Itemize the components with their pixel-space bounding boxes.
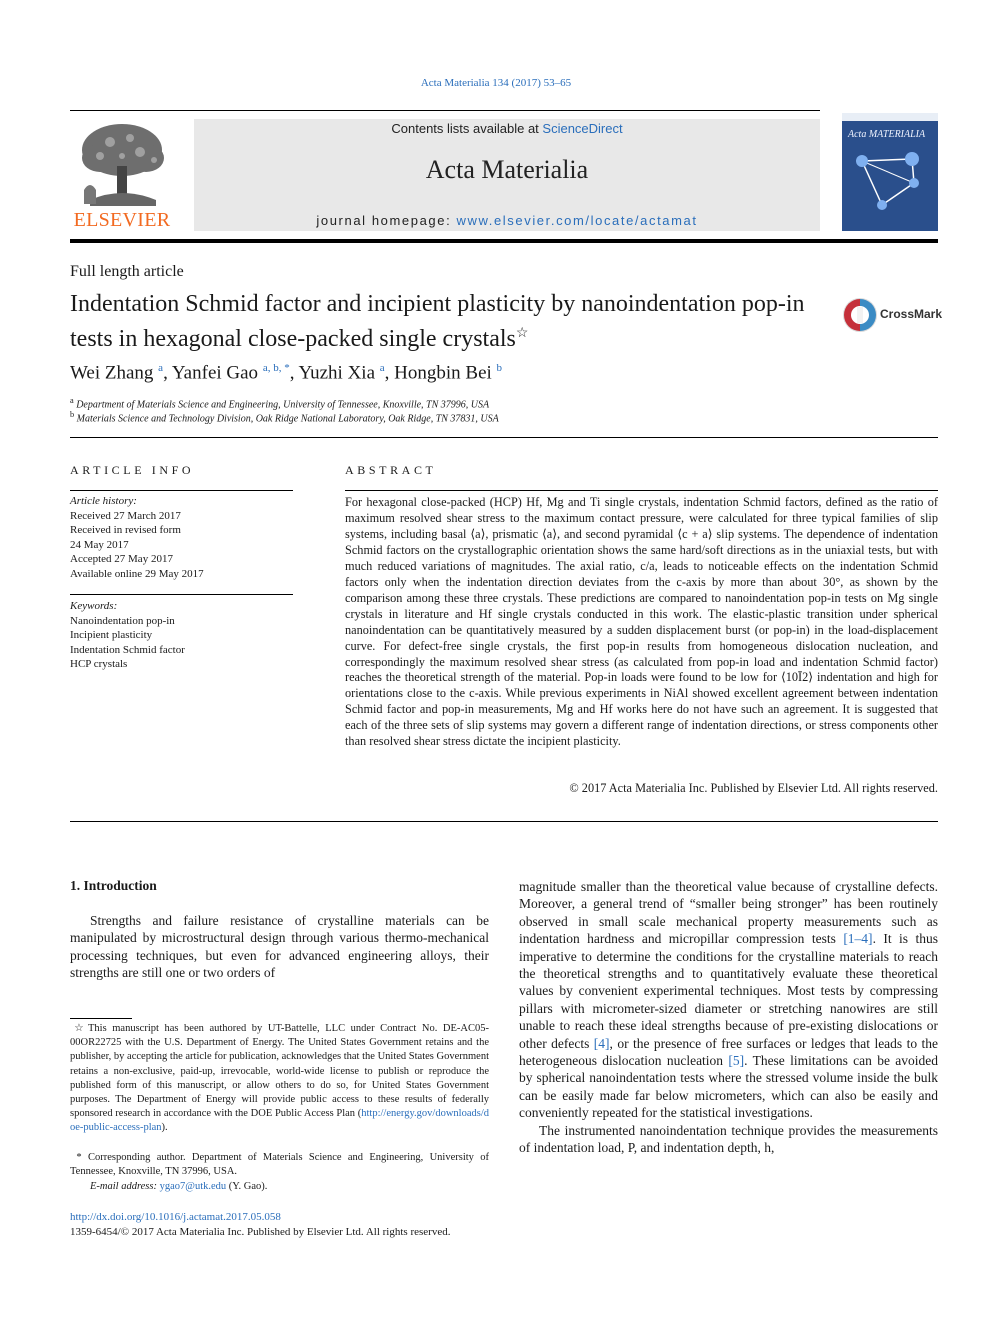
header-top-rule: [70, 110, 820, 111]
article-title: [70, 290, 830, 354]
author-name: Yuzhi Xia: [298, 362, 376, 384]
author-name: Hongbin Bei: [394, 362, 492, 384]
body-text: . It is thus imperative to determine the conditions for the crystalline materials to reach the theoretical strengths and to quantitatively evaluate these theoretical values by convenient experimental techniques. Most tests by compressing pillars with micrometer-sized diameter or stretching nanowires are still unable to reach these ideal strengths because of pre-existing dislocations or other defects: [519, 931, 938, 1051]
affiliation-text: Department of Materials Science and Engineering, University of Tennessee, Knoxville, TN 37996, USA: [76, 399, 490, 411]
email-label: E-mail address:: [90, 1181, 160, 1192]
affiliation-text: Materials Science and Technology Division, Oak Ridge National Laboratory, Oak Ridge, TN 37831, USA: [76, 413, 499, 425]
keyword: Incipient plasticity: [70, 629, 153, 641]
email-link[interactable]: ygao7@utk.edu: [159, 1181, 227, 1192]
doi-link[interactable]: http://dx.doi.org/10.1016/j.actamat.2017.05.058: [70, 1211, 281, 1223]
footnote-mark: *: [76, 1152, 82, 1163]
history-label: Article history:: [70, 495, 137, 507]
keywords-rule: [70, 594, 293, 595]
contents-line: [194, 121, 820, 136]
abstract-copyright: © 2017 Acta Materialia Inc. Published by Elsevier Ltd. All rights reserved.: [569, 781, 938, 795]
history-item: Received 27 March 2017: [70, 509, 181, 522]
doe-access-plan-link[interactable]: http://energy.gov/downloads/doe-public-access-plan: [70, 1108, 489, 1134]
abstract-rule: [345, 490, 938, 491]
crossmark-icon: [842, 297, 878, 333]
affiliation: [70, 396, 489, 410]
article-title-text: Indentation Schmid factor and incipient plasticity by nanoindentation pop-in tests in hexagonal close-packed single crystals: [70, 291, 805, 352]
cover-graphic-icon: [842, 113, 938, 231]
history-item: 24 May 2017: [70, 538, 129, 551]
article-type: Full length article: [70, 263, 184, 280]
contents-prefix: Contents lists available at: [391, 121, 543, 136]
issn-copyright: 1359-6454/© 2017 Acta Materialia Inc. Published by Elsevier Ltd. All rights reserved.: [70, 1226, 451, 1238]
elsevier-logo: [70, 120, 174, 232]
author-affiliation-link[interactable]: a, b, *: [262, 362, 290, 374]
elsevier-wordmark: ELSEVIER: [73, 209, 171, 231]
homepage-prefix: journal homepage:: [316, 213, 457, 228]
title-footnote-mark[interactable]: ☆: [515, 326, 529, 341]
body-paragraph: [519, 878, 938, 1122]
crossmark-badge[interactable]: [842, 297, 942, 335]
body-paragraph: The instrumented nanoindentation technique provides the measurements of indentation load, P, and indentation depth, h,: [519, 1122, 938, 1156]
affiliation-rule: [70, 437, 938, 438]
cover-title: Acta MATERIALIA: [848, 129, 926, 140]
body-text: magnitude smaller than the theoretical value because of crystalline defects. Moreover, a general trend of “smaller being stronger” has been routinely observed in small scale mechanical property measurements such as indentation hardness and micropillar compression tests: [519, 879, 938, 947]
footnote-rule: [70, 1018, 132, 1019]
right-column: [519, 878, 938, 1157]
history-item: Accepted 27 May 2017: [70, 553, 173, 565]
section-heading-introduction: 1. Introduction: [70, 878, 157, 893]
reference-link[interactable]: [1–4]: [843, 931, 873, 947]
abstract-text: For hexagonal close-packed (HCP) Hf, Mg and Ti single crystals, indentation Schmid factors, defined as the ratio of maximum resolved shear stress to the maximum contact pressure, were calculated for three typical families of slip systems, including basal ⟨a⟩, prismatic ⟨a⟩, and second pyramidal ⟨c + a⟩ slip systems. The dependence of indentation Schmid factors on the crystallographic orientation shows the same hard/soft directions as in the uniaxial tests, but with much reduced variations of magnitudes. The axial ratio, c/a, leads to noticeable effects on the indentation Schmid factors only when the indentation direction deviates from the c-axis by more than about 30°, as shown by the comparison among these three crystals. These predictions are compared to nanoindentation pop-in tests on Mg single crystals in literature and Hf single crystals conducted in this work. The elastic-plastic transition under spherical nanoindentation can be quantitatively measured by a sudden displacement burst (or pop-in) in the load-displacement curve. For defect-free single crystals, the first pop-in results from homogeneous dislocation nucleation, and correspondingly the maximum resolved shear stress (as calculated from pop-in load and indentation Schmid factor) reaches the theoretical strength of the material. Pop-in loads were found to be low for ⟨10Ī2⟩ indentation and high for orientations close to the c-axis. While previous experiments in NiAl showed excellent agreement between indentation Schmid factor and pop-in measurements, Mg and Hf works here do not have such an agreement. It is suggested that each of the three sets of slip systems may govern a different range of indentation directions, or stress components other than resolved shear stress dictate the incipient plasticity.: [345, 495, 938, 749]
keywords-block: [70, 599, 185, 672]
abstract-heading: ABSTRACT: [345, 463, 437, 477]
article-info-heading: ARTICLE INFO: [70, 463, 195, 477]
funding-footnote: [70, 1022, 489, 1136]
author-affiliation-link[interactable]: a: [158, 362, 164, 374]
journal-cover: [842, 113, 938, 231]
footnote-text: Corresponding author. Department of Materials Science and Engineering, University of Tennessee, Knoxville, TN 37996, USA.: [70, 1152, 489, 1178]
footnote-text: This manuscript has been authored by UT-Battelle, LLC under Contract No. DE-AC05-00OR22725 with the U.S. Department of Energy. The United States Government retains and the publisher, by accepting the article for publication, acknowledges that the United States Government retains a non-exclusive, paid-up, irrevocable, world-wide license to publish or reproduce the published form of this manuscript, or allow others to do so, for United States Government purposes. The Department of Energy will provide public access to these results of federally sponsored research in accordance with the DOE Public Access Plan (: [70, 1023, 489, 1120]
header-bottom-rule: [70, 239, 938, 243]
homepage-line: [194, 213, 820, 228]
reference-link[interactable]: [5]: [728, 1053, 745, 1069]
email-suffix: (Y. Gao).: [226, 1181, 268, 1192]
affiliation-mark: b: [70, 410, 75, 419]
email-footnote: [70, 1180, 489, 1194]
author-list: Wei Zhang $^a$, Yanfei Gao $^{a, b, *}$, Yuzhi Xia $^a$, Hongbin Bei $^b$: [70, 362, 503, 384]
sciencedirect-link[interactable]: ScienceDirect: [542, 121, 623, 136]
author-name: Wei Zhang: [70, 362, 154, 384]
crossmark-label: CrossMark: [880, 307, 943, 321]
keywords-label: Keywords:: [70, 600, 118, 612]
homepage-link[interactable]: www.elsevier.com/locate/actamat: [456, 213, 698, 228]
body-text: , or the presence of free surfaces or ledges that leads to the heterogeneous dislocation nucleation: [519, 1035, 938, 1069]
abstract-end-rule: [70, 821, 938, 822]
footnote-text: ).: [161, 1122, 168, 1134]
elsevier-tree-icon: [70, 120, 174, 208]
keyword: Nanoindentation pop-in: [70, 614, 175, 627]
journal-title: Acta Materialia: [425, 155, 589, 184]
keyword: HCP crystals: [70, 658, 128, 670]
article-history: [70, 494, 204, 581]
history-item: Received in revised form: [70, 524, 181, 536]
footnote-mark: ☆: [74, 1023, 84, 1034]
keyword: Indentation Schmid factor: [70, 643, 185, 656]
body-text: . These limitations can be avoided by spherical nanoindentation tests where the stressed volume inside the bulk can be easily made far below micrometers, which can also be easily and conveniently repeated for the statistical investigations.: [519, 1053, 939, 1121]
history-item: Available online 29 May 2017: [70, 567, 204, 580]
corresponding-author-footnote: [70, 1151, 489, 1179]
affiliation: [70, 410, 499, 424]
journal-banner: [194, 119, 820, 231]
reference-link[interactable]: [4]: [593, 1035, 610, 1051]
affiliation-mark: a: [70, 396, 74, 405]
article-info-rule: [70, 490, 293, 491]
author-affiliation-link[interactable]: a: [379, 362, 385, 374]
journal-reference[interactable]: Acta Materialia 134 (2017) 53–65: [420, 77, 572, 89]
author-name: Yanfei Gao: [171, 362, 259, 384]
intro-paragraph-left: Strengths and failure resistance of crystalline materials can be manipulated by microstructural design through various thermo-mechanical processing techniques, but even for advanced engineering alloys, their strengths are still one or two orders of: [70, 913, 489, 981]
author-affiliation-link[interactable]: b: [496, 362, 503, 374]
